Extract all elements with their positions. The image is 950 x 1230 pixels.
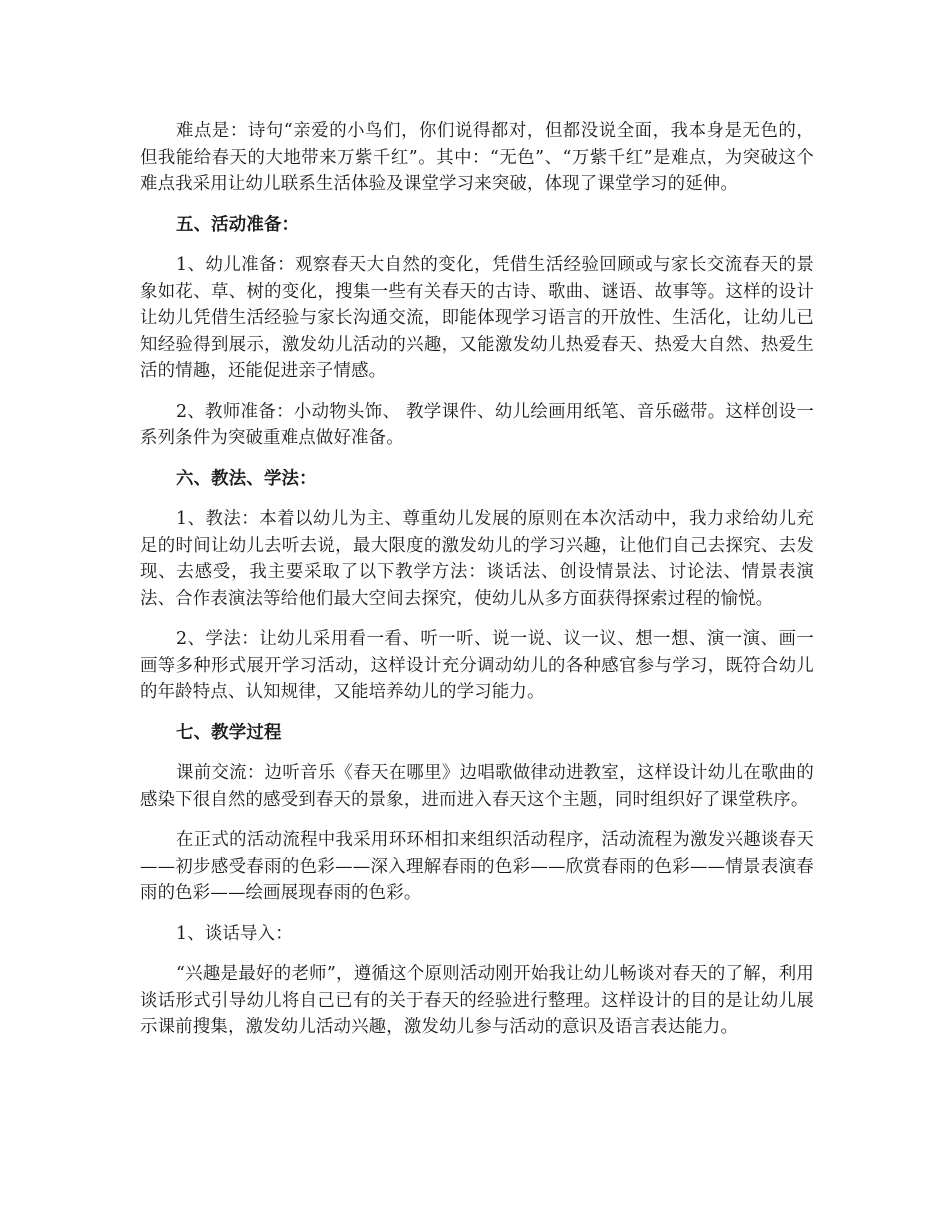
heading-teaching-methods: 六、教法、学法： [176,468,317,489]
document-page [140,118,814,1055]
paragraph-activity-flow: 在正式的活动流程中我采用环环相扣来组织活动程序，活动流程为激发兴趣谈春天——初步感受春雨的色彩——深入理解春雨的色彩——欣赏春雨的色彩——情景表演春雨的色彩——绘画展现春雨的色彩。 [140,830,814,903]
paragraph-pre-class: 课前交流：边听音乐《春天在哪里》边唱歌做律动进教室，这样设计幼儿在歌曲的感染下很自然的感受到春天的景象，进而进入春天这个主题，同时组织好了课堂秩序。 [140,763,814,810]
paragraph-difficulty: 难点是：诗句“亲爱的小鸟们，你们说得都对，但都没说全面，我本身是无色的，但我能给春天的大地带来万紫千红”。其中：“无色”、“万紫千红”是难点，为突破这个难点我采用让幼儿联系生活体验及课堂学习来突破，体现了课堂学习的延伸。 [140,121,814,194]
paragraph-learning-method: 2、学法：让幼儿采用看一看、听一听、说一说、议一议、想一想、演一演、画一画等多种形式展开学习活动，这样设计充分调动幼儿的各种感官参与学习，既符合幼儿的年龄特点、认知规律，又能培养幼儿的学习能力。 [140,629,814,702]
paragraph-child-preparation: 1、幼儿准备：观察春天大自然的变化，凭借生活经验回顾或与家长交流春天的景象如花、草、树的变化，搜集一些有关春天的古诗、歌曲、谜语、故事等。这样的设计让幼儿凭借生活经验与家长沟通交流，即能体现学习语言的开放性、生活化，让幼儿已知经验得到展示，激发幼儿活动的兴趣，又能激发幼儿热爱春天、热爱大自然、热爱生活的情趣，还能促进亲子情感。 [140,255,814,381]
heading-teaching-process: 七、教学过程 [176,722,282,743]
heading-activity-preparation: 五、活动准备： [176,214,300,235]
paragraph-teacher-preparation: 2、教师准备：小动物头饰、 教学课件、幼儿绘画用纸笔、音乐磁带。这样创设一系列条件为突破重难点做好准备。 [140,401,814,448]
paragraph-teaching-method: 1、教法：本着以幼儿为主、尊重幼儿发展的原则在本次活动中，我力求给幼儿充足的时间让幼儿去听去说，最大限度的激发幼儿的学习兴趣，让他们自己去探究、去发现、去感受，我主要采取了以下教学方法：谈话法、创设情景法、讨论法、情景表演法、合作表演法等给他们最大空间去探究，使幼儿从多方面获得探索过程的愉悦。 [140,509,814,609]
paragraph-interest: “兴趣是最好的老师”，遵循这个原则活动刚开始我让幼儿畅谈对春天的了解，利用谈话形式引导幼儿将自己已有的关于春天的经验进行整理。这样设计的目的是让幼儿展示课前搜集，激发幼儿活动兴趣，激发幼儿参与活动的意识及语言表达能力。 [140,964,814,1037]
paragraph-intro-title: 1、谈话导入： [176,923,293,944]
